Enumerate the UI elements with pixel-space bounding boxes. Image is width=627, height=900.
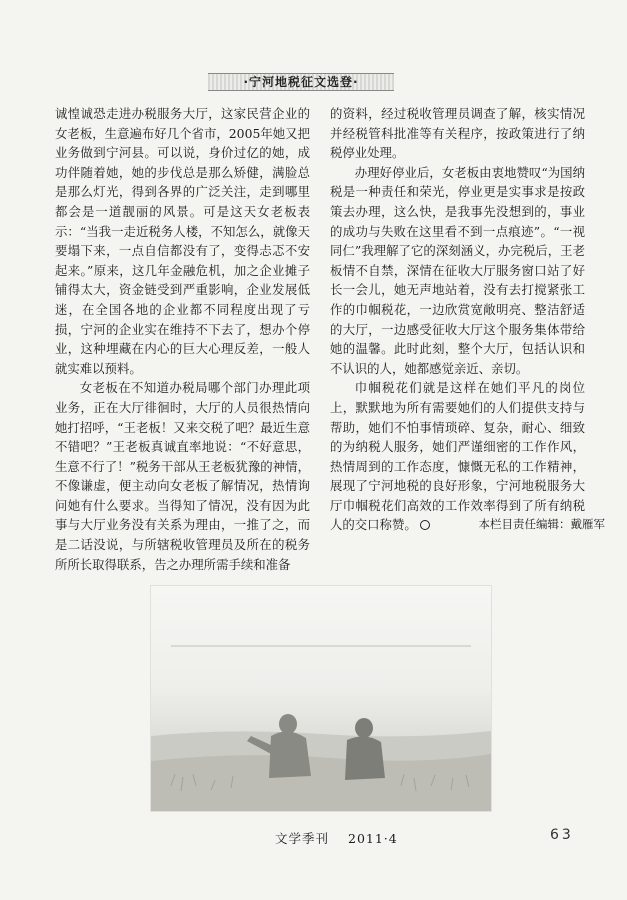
article-paragraph-text: 巾帼税花们就是这样在她们平凡的岗位上，默默地为所有需要她们的人们提供支持与帮助，她们不怕事情琐碎、复杂，耐心、细致的为纳税人服务，她们严谨细密的工作作风，热情周到的工作态度，慷慨无私的工作精神，展现了宁河地税的良好形象，宁河地税服务大厅巾帼税花们高效的工作效率得到了所有纳税人的交口称赞。: [330, 380, 585, 533]
article-paragraph: 的资料，经过税收管理员调查了解，核实情况并经税管科批准等有关程序，按政策进行了纳税停业处理。: [330, 106, 585, 161]
editor-credit: 本栏目责任编辑：戴雁军: [478, 517, 605, 531]
article-paragraph: 办理好停业后，女老板由衷地赞叹“为国纳税是一种责任和荣光，停业更是实事求是按政策去办理，这么快，是我事先没想到的，事业的成功与失败在这里看不到一点痕迹”。“一视同仁”我理解了它的深刻涵义，办完税后，王老板情不自禁，深情在征收大厅服务窗口站了好长一会儿，她无声地站着，没有去打搅紧张工作的巾帼税花，一边欣赏宽敞明亮、整洁舒适的大厅，一边感受征收大厅这个服务集体带给她的温馨。此时此刻，整个大厅，包括认识和不认识的人，她都感觉亲近、亲切。: [330, 164, 585, 376]
journal-footer: [275, 829, 398, 847]
beach-photo-icon: [150, 585, 492, 812]
article-paragraph-last: [330, 378, 585, 535]
photo-illustration: [151, 586, 491, 811]
article-column-left: [55, 104, 310, 574]
foreground-grass: [151, 754, 491, 811]
article-column-right: [330, 104, 585, 535]
page-number: 63: [550, 827, 574, 843]
journal-issue: 2011·4: [348, 831, 398, 846]
article-paragraph: 女老板在不知道办税局哪个部门办理此项业务，正在大厅徘徊时，大厅的人员很热情向她打招呼，“王老板！又来交税了吧？最近生意不错吧？”王老板真诚直率地说：“不好意思，生意不行了！”税务干部从王老板犹豫的神情，不像谦虚，便主动向女老板了解情况，热情询问她有什么要求。当得知了情况，没有因为此事与大厅业务没有关系为理由，一推了之，而是二话没说，与所辖税收管理员及所在的税务所所长取得联系，告之办理所需手续和准备: [55, 380, 310, 572]
journal-name: 文学季刊: [275, 831, 330, 846]
section-banner: ·宁河地税征文选登·: [208, 73, 394, 91]
person-right: [345, 718, 385, 780]
article-paragraph: 诚惶诚恐走进办税服务大厅，这家民营企业的女老板，生意遍布好几个省市，2005年她又把业务做到宁河县。可以说，身价过亿的她，成功伴随着她，她的步伐总是那么矫健，满脸总是那么灯光，得到各界的广泛关注，走到哪里都会是一道靓丽的风景。可是这天女老板表示：“当我一走近税务人楼，不知怎么，就像天要塌下来，一点自信都没有了，变得忐忑不安起来。”原来，这几年金融危机，加之企业摊子铺得太大，资金链受到严重影响，企业发展低迷，在全国各地的企业都不同程度出现了亏损，宁河的企业实在维持不下去了，想办个停业，这种埋藏在内心的巨大心理反差，一般人就实难以预料。: [55, 106, 310, 376]
